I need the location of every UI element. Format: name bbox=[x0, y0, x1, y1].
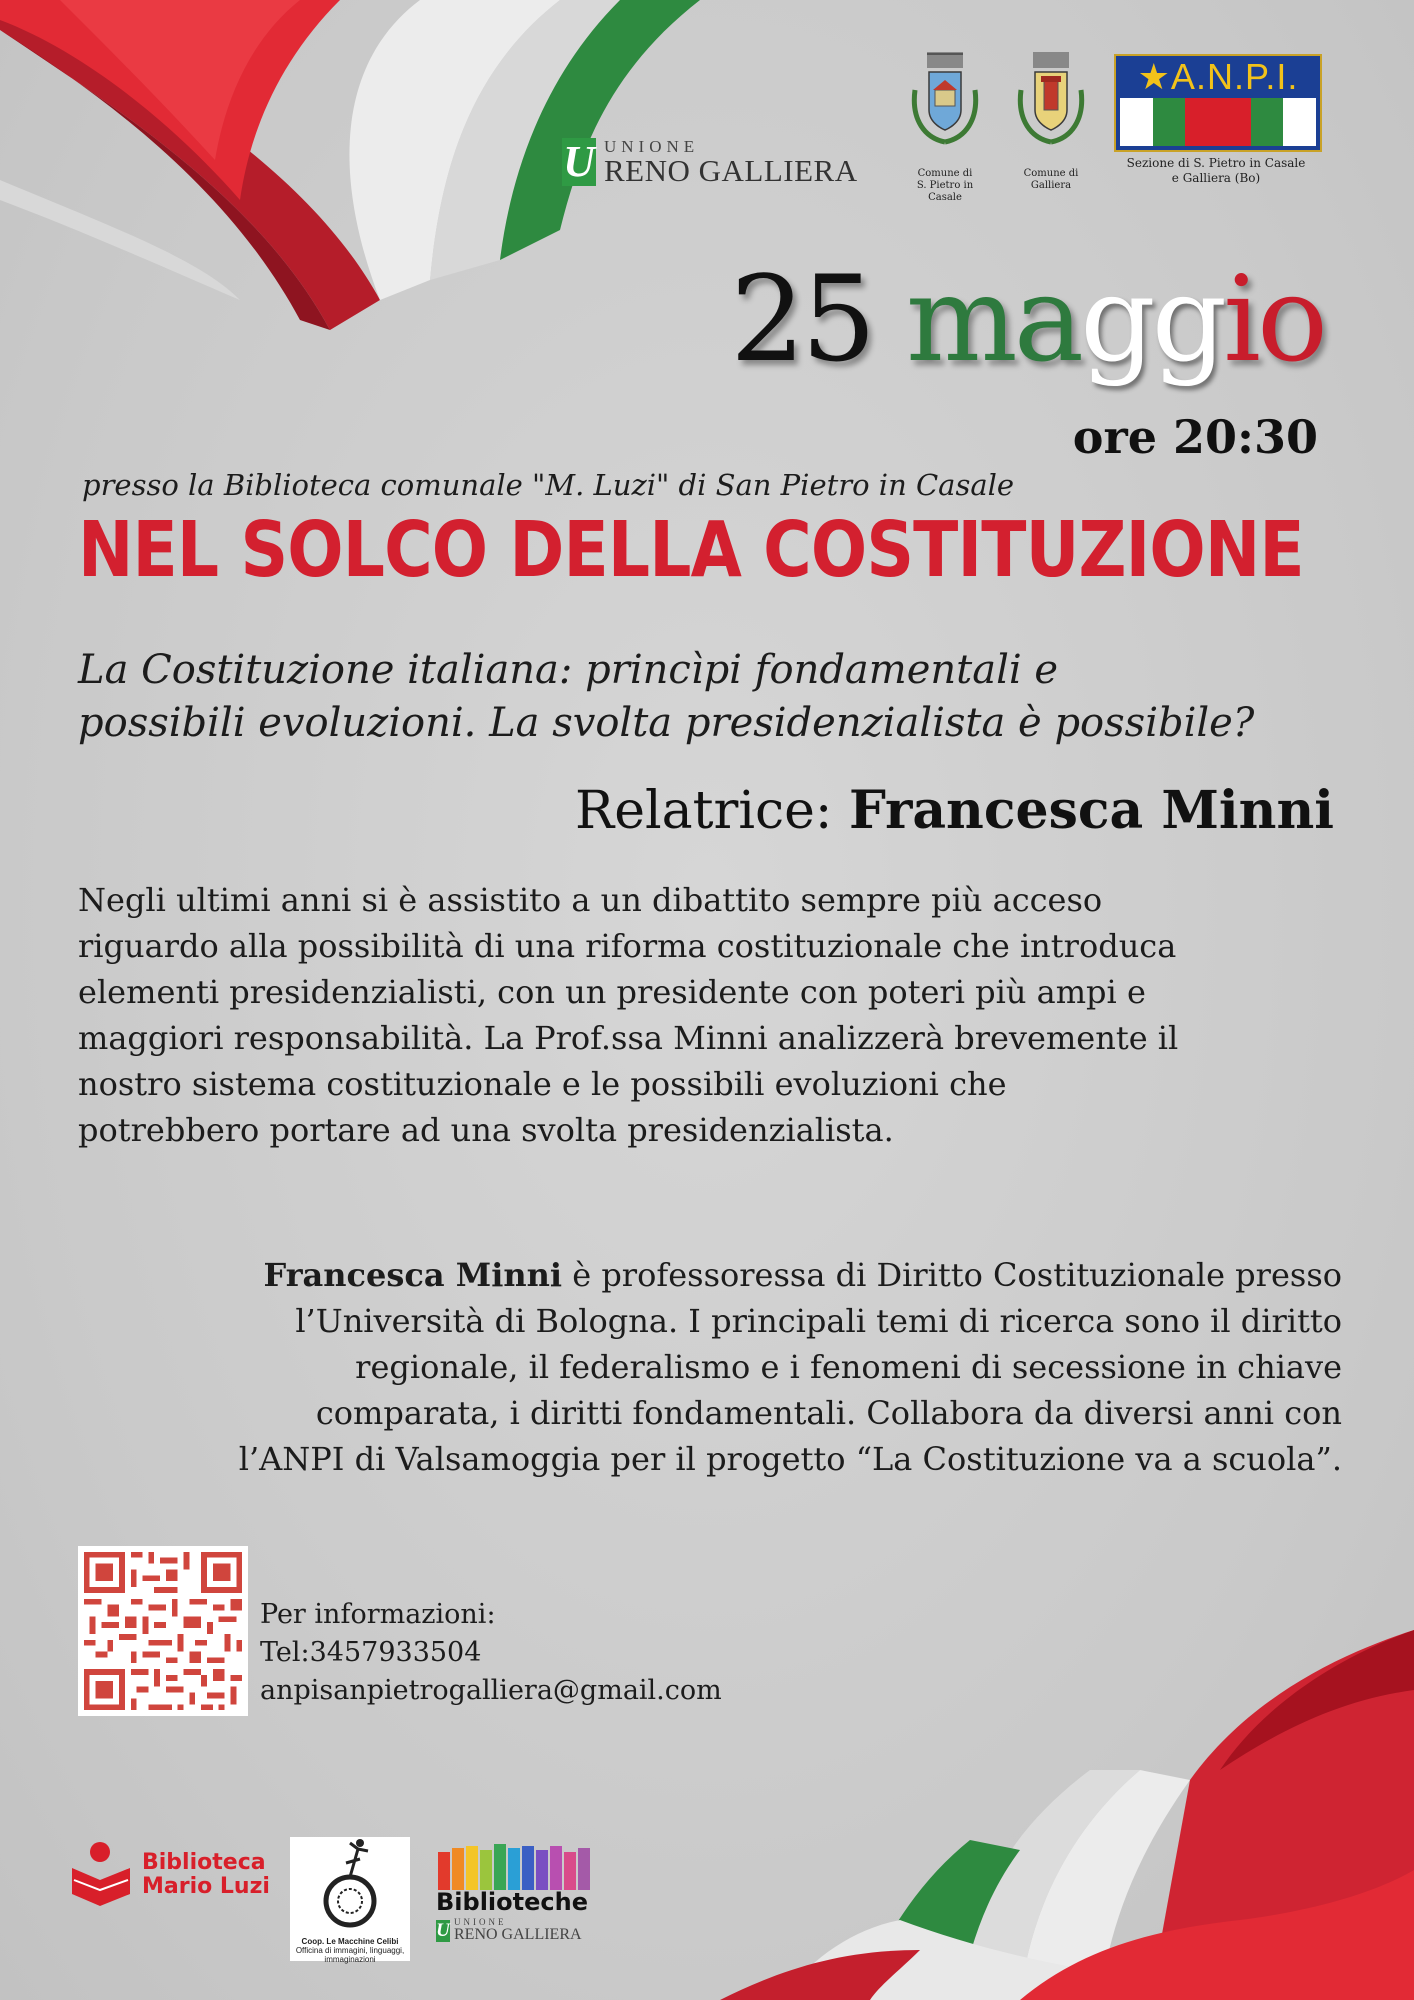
event-venue: presso la Biblioteca comunale "M. Luzi" di San Pietro in Casale bbox=[82, 468, 1015, 502]
anpi-caption-2: e Galliera (Bo) bbox=[1171, 171, 1261, 185]
event-title: NEL SOLCO DELLA COSTITUZIONE bbox=[78, 506, 1304, 595]
biblioteca-luzi-line-2: Mario Luzi bbox=[142, 1874, 270, 1899]
contact-info bbox=[260, 1596, 722, 1710]
open-book-icon bbox=[68, 1840, 138, 1910]
anpi-name: ★A.N.P.I. bbox=[1137, 56, 1299, 97]
unione-u-small-icon: U bbox=[436, 1919, 450, 1941]
subtitle-line-1: La Costituzione italiana: princìpi fondamentali e bbox=[78, 647, 1059, 693]
date-month-green: ma bbox=[905, 250, 1081, 388]
comune-san-pietro-crest bbox=[905, 50, 985, 204]
biblioteca-mario-luzi-logo bbox=[68, 1840, 270, 1910]
italian-flag-icon bbox=[1120, 98, 1316, 146]
speaker-bio bbox=[62, 1252, 1342, 1482]
contact-label: Per informazioni: bbox=[260, 1599, 496, 1630]
date-month-white: gg bbox=[1080, 250, 1224, 388]
coop-tagline: Officina di immagini, linguaggi, immaginazioni bbox=[295, 1946, 405, 1964]
speaker bbox=[575, 780, 1334, 841]
reno-galliera-label: RENO GALLIERA bbox=[604, 153, 858, 188]
date-month-red: io bbox=[1223, 250, 1324, 388]
san-pietro-caption-2: S. Pietro in Casale bbox=[916, 180, 974, 203]
anpi-caption bbox=[1106, 156, 1326, 186]
qr-code[interactable] bbox=[78, 1546, 248, 1716]
contact-phone[interactable]: Tel:3457933504 bbox=[260, 1637, 482, 1668]
anpi-logo bbox=[1114, 54, 1322, 152]
description-line: riguardo alla possibilità di una riforma costituzionale che introduca bbox=[78, 927, 1177, 965]
event-description bbox=[78, 877, 1348, 1153]
unione-reno-galliera-logo bbox=[562, 138, 858, 186]
galliera-caption-1: Comune di bbox=[1023, 168, 1079, 179]
bio-line-2: l’Università di Bologna. I principali temi di ricerca sono il diritto bbox=[295, 1302, 1342, 1340]
event-subtitle bbox=[78, 644, 1368, 750]
subtitle-line-2: possibili evoluzioni. La svolta presidenzialista è possibile? bbox=[78, 700, 1255, 746]
unicycle-rider-icon bbox=[300, 1837, 400, 1933]
description-line: nostro sistema costituzionale e le possibili evoluzioni che bbox=[78, 1065, 1007, 1103]
event-date bbox=[730, 250, 1324, 388]
description-line: maggiori responsabilità. La Prof.ssa Minni analizzerà brevemente il bbox=[78, 1019, 1179, 1057]
bio-line-3: regionale, il federalismo e i fenomeni di secessione in chiave bbox=[355, 1348, 1342, 1386]
san-pietro-caption-1: Comune di bbox=[917, 168, 973, 179]
galliera-coat-of-arms-icon bbox=[1011, 50, 1091, 160]
galliera-caption-2: Galliera bbox=[1030, 180, 1072, 191]
comune-galliera-crest bbox=[1011, 50, 1091, 192]
san-pietro-coat-of-arms-icon bbox=[905, 50, 985, 160]
date-day: 25 bbox=[730, 250, 873, 388]
description-line: Negli ultimi anni si è assistito a un dibattito sempre più acceso bbox=[78, 881, 1103, 919]
event-time: ore 20:30 bbox=[1072, 410, 1318, 464]
speaker-label: Relatrice: bbox=[575, 781, 833, 841]
bio-name: Francesca Minni bbox=[263, 1256, 563, 1294]
biblioteche-unione-line-2: RENO GALLIERA bbox=[454, 1926, 582, 1943]
bio-line-1: è professoressa di Diritto Costituzionale presso bbox=[562, 1256, 1342, 1294]
unione-u-icon: U bbox=[563, 137, 595, 186]
anpi-caption-1: Sezione di S. Pietro in Casale bbox=[1126, 156, 1306, 170]
unione-label: UNIONE bbox=[604, 137, 700, 156]
contact-email[interactable]: anpisanpietrogalliera@gmail.com bbox=[260, 1675, 722, 1706]
biblioteche-label: Biblioteche bbox=[436, 1888, 588, 1916]
bio-line-4: comparata, i diritti fondamentali. Collabora da diversi anni con bbox=[315, 1394, 1342, 1432]
bio-line-5: l’ANPI di Valsamoggia per il progetto “La Costituzione va a scuola”. bbox=[238, 1440, 1342, 1478]
coop-name: Coop. Le Macchine Celibi bbox=[301, 1937, 399, 1946]
speaker-name: Francesca Minni bbox=[848, 780, 1334, 841]
description-line: potrebbero portare ad una svolta presidenzialista. bbox=[78, 1111, 894, 1149]
rainbow-books-icon bbox=[436, 1842, 606, 1890]
biblioteche-unione-line-1: UNIONE bbox=[454, 1917, 507, 1927]
tricolor-ribbon-bottom bbox=[720, 1620, 1414, 2000]
biblioteca-luzi-line-1: Biblioteca bbox=[142, 1850, 266, 1875]
biblioteche-reno-galliera-logo bbox=[436, 1842, 606, 1943]
description-line: elementi presidenzialisti, con un presidente con poteri più ampi e bbox=[78, 973, 1146, 1011]
coop-macchine-celibi-logo bbox=[290, 1837, 410, 1964]
